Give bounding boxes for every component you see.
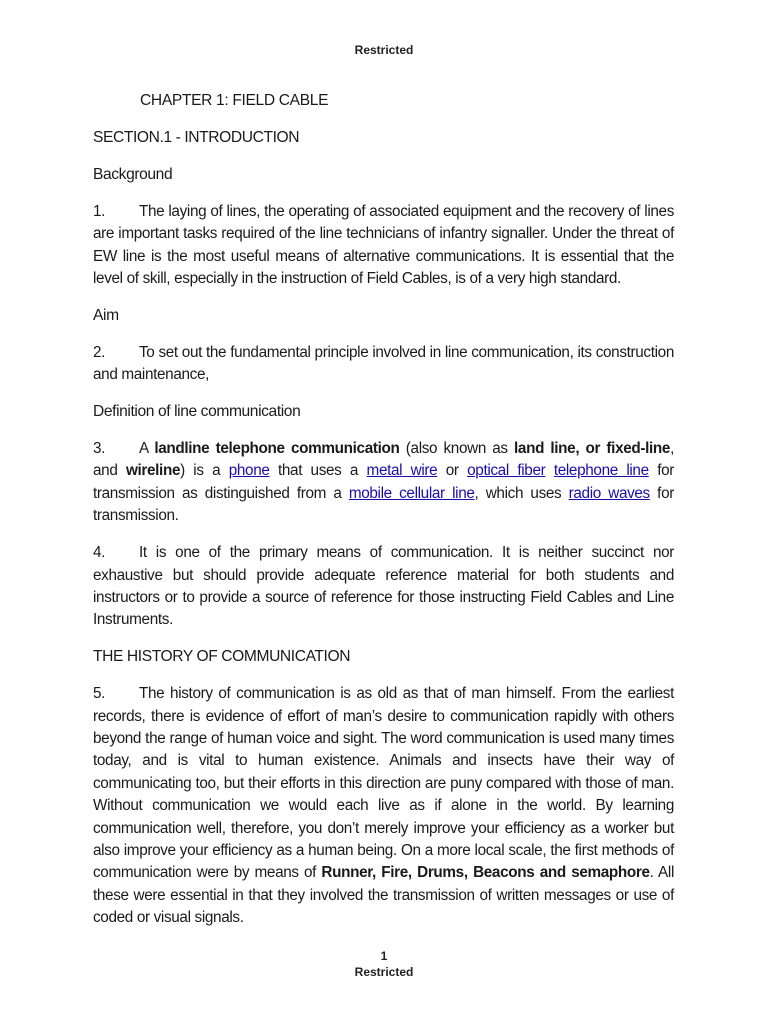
paragraph-text: The laying of lines, the operating of associated equipment and the recovery of lines are important tasks required of the line technicians of infantry signaller. Under the threat of EW line is the most useful means of alternative communications. It is essential that the level of skill, especially in the instruction of Field Cables, is of a very high standard. — [93, 202, 674, 287]
paragraph-5 — [93, 683, 674, 929]
aim-heading: Aim — [93, 306, 119, 324]
paragraph-1 — [93, 201, 674, 291]
link-phone[interactable]: phone — [228, 462, 270, 480]
chapter-title: CHAPTER 1: FIELD CABLE — [140, 92, 329, 109]
text-span: A — [139, 439, 155, 457]
link-mobile-cellular-line[interactable]: mobile cellular line — [348, 484, 475, 502]
link-telephone-line[interactable]: telephone line — [553, 462, 649, 480]
text-span: or — [437, 462, 468, 480]
bold-term-landline: landline telephone communication — [154, 439, 400, 457]
paragraph-number: 5. — [93, 685, 106, 703]
document-body — [93, 90, 674, 944]
link-optical-fiber[interactable]: optical fiber — [467, 462, 546, 480]
text-span: for transmission. — [93, 484, 674, 525]
paragraph-4 — [93, 542, 674, 632]
section-title: SECTION.1 - INTRODUCTION — [93, 128, 300, 146]
text-span: , and — [93, 439, 674, 480]
paragraph-number: 1. — [93, 202, 106, 220]
background-heading: Background — [93, 165, 173, 183]
text-span: ) is a — [180, 462, 229, 480]
link-metal-wire[interactable]: metal wire — [366, 462, 438, 480]
paragraph-number: 2. — [93, 343, 106, 361]
paragraph-3 — [93, 438, 674, 528]
footer-page-number: 1 — [380, 949, 388, 963]
text-span: The history of communication is as old as that of man himself. From the earliest records, there is evidence of effort of man’s desire to communication rapidly with others beyond the range of human voice and sight. The word communication is used many times today, and is vital to human existence. Animals and insects have their way of communicating too, but their efforts in this direction are puny compared with those of man. Without communication we would each live as if alone in the world. By learning communication well, therefore, you don’t merely improve your efficiency as a worker but also improve your efficiency as a human being. On a more local scale, the first methods of communication were by means of — [93, 685, 674, 882]
footer-restricted-label: Restricted — [354, 965, 414, 979]
history-heading: THE HISTORY OF COMMUNICATION — [93, 648, 351, 666]
paragraph-number: 3. — [93, 439, 106, 457]
paragraph-number: 4. — [93, 544, 106, 562]
paragraph-text: To set out the fundamental principle involved in line communication, its construction and maintenance, — [93, 343, 674, 384]
text-span: (also known as — [399, 439, 515, 457]
header-restricted-label: Restricted — [354, 43, 414, 57]
definition-heading: Definition of line communication — [93, 403, 301, 421]
bold-term-land-line: land line — [514, 439, 576, 457]
text-span — [545, 462, 553, 479]
link-radio-waves[interactable]: radio waves — [568, 484, 650, 502]
bold-term-fixed-line: , or fixed-line — [575, 439, 671, 457]
text-span: . All these were essential in that they involved the transmission of written messages or use of coded or visual signals. — [93, 864, 675, 927]
paragraph-2 — [93, 342, 674, 387]
text-span: that uses a — [269, 462, 367, 480]
paragraph-text: It is one of the primary means of communication. It is neither succinct nor exhaustive but should provide adequate reference material for both students and instructors or to provide a source of reference for those instructing Field Cables and Line Instruments. — [93, 544, 674, 629]
bold-term-methods: Runner, Fire, Drums, Beacons and semaphore — [321, 864, 650, 882]
text-span: , which uses — [474, 484, 569, 502]
bold-term-wireline: wireline — [125, 462, 181, 480]
text-span: for transmission as distinguished from a — [93, 462, 675, 502]
